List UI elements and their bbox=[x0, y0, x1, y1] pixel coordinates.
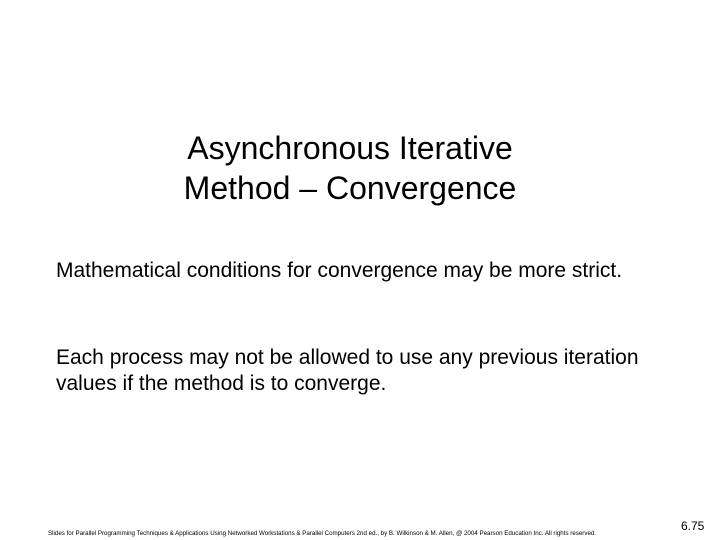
slide-title bbox=[100, 128, 600, 208]
slide-title-line-2: Method – Convergence bbox=[183, 170, 517, 206]
body-paragraph-previous-iteration-values: Each process may not be allowed to use any previous iteration values if the method is to converge. bbox=[56, 346, 639, 395]
page-number: 6.75 bbox=[681, 519, 705, 533]
slide-footer: Slides for Parallel Programming Techniques & Applications Using Networked Workstations & Parallel Computers 2nd ed., by B. Wilkinson & M. Allen, @ 2004 Pearson Education Inc. All rights reserved. bbox=[48, 530, 597, 537]
slide-title-line-1: Asynchronous Iterative bbox=[187, 130, 513, 166]
body-paragraph-convergence-conditions: Mathematical conditions for convergence may be more strict. bbox=[56, 259, 623, 282]
